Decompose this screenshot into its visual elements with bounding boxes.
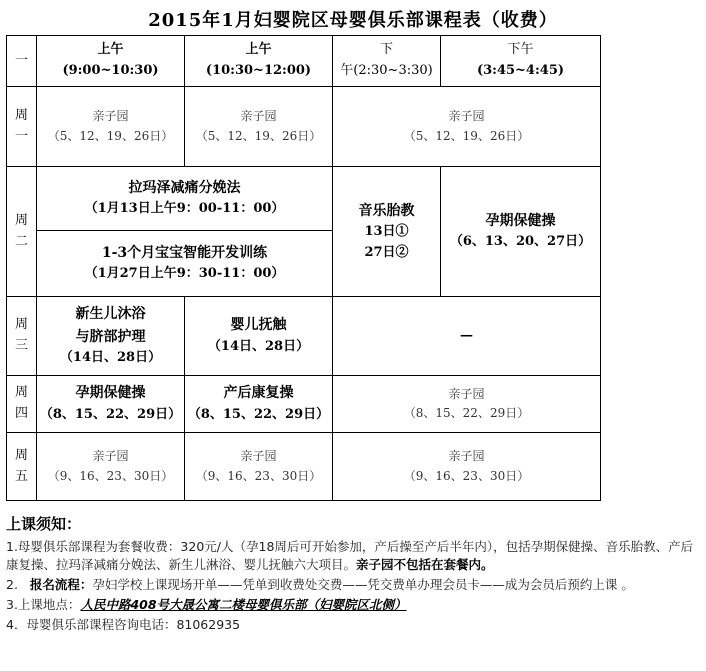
row-monday xyxy=(7,87,601,167)
header-corner: 一 xyxy=(7,36,37,87)
course-dates: （14日、28日） xyxy=(59,349,162,365)
course-dates: （8、15、22、29日） xyxy=(187,406,330,422)
course-dates: （6、13、20、27日） xyxy=(449,234,592,250)
header-label: 上午 xyxy=(245,42,272,58)
course-name: 音乐胎教 xyxy=(358,202,415,219)
cell-fri-1 xyxy=(37,433,185,501)
course-name: 亲子园 xyxy=(240,109,277,124)
header-label: 下午 xyxy=(507,42,534,58)
course-dates: （14日、28日） xyxy=(207,338,310,354)
cell-fri-afternoon xyxy=(333,433,601,501)
day-label-friday xyxy=(7,433,37,501)
course-name: 孕期保健操 xyxy=(485,212,556,229)
course-name: 孕期保健操 xyxy=(75,385,146,402)
day-char: 周 xyxy=(14,212,28,228)
course-dates: （8、15、22、29日） xyxy=(39,406,182,422)
cell-mon-afternoon xyxy=(333,87,601,167)
day-char: 周 xyxy=(14,385,28,401)
cell-thu-1 xyxy=(37,376,185,433)
header-label: 上午 xyxy=(97,42,124,58)
note-1-bold: 亲子园不包括在套餐内。 xyxy=(356,556,494,572)
note-1 xyxy=(6,538,700,574)
course-dates: （9、16、23、30日） xyxy=(195,468,322,483)
cell-fri-2 xyxy=(185,433,333,501)
day-label-tuesday xyxy=(7,167,37,297)
course-date-1: 13日① xyxy=(364,223,409,239)
day-char: 五 xyxy=(14,468,28,484)
course-dates: （9、16、23、30日） xyxy=(403,468,530,483)
note-1-text: 1.母婴俱乐部课程为套餐收费：320元/人（孕18周后可开始参加，产后操至产后半年内），包括孕期保健操、音乐胎教、产后康复操、拉玛泽减痛分娩法、新生儿淋浴、婴儿抚触六大项目。 xyxy=(6,538,694,572)
course-name: 亲子园 xyxy=(92,109,129,124)
course-date-2: 27日② xyxy=(364,244,409,260)
day-char: 二 xyxy=(14,233,28,249)
header-col-afternoon-1 xyxy=(333,36,441,87)
course-name: 亲子园 xyxy=(448,449,485,464)
note-4: 4．母婴俱乐部课程咨询电话：81062935 xyxy=(6,617,241,633)
course-name: 亲子园 xyxy=(240,449,277,464)
day-label-wednesday xyxy=(7,297,37,376)
course-dates: （5、12、19、26日） xyxy=(195,128,322,143)
header-col-afternoon-2 xyxy=(441,36,601,87)
page-title: 2015年1月妇婴院区母婴俱乐部课程表（收费） xyxy=(148,10,558,31)
cell-tue-prenatal-exercise xyxy=(441,167,601,297)
row-thursday xyxy=(7,376,601,433)
day-char: 周 xyxy=(14,107,28,123)
row-friday xyxy=(7,433,601,501)
day-char: 周 xyxy=(14,317,28,333)
day-label-monday xyxy=(7,87,37,167)
header-row xyxy=(7,36,601,87)
day-char: 三 xyxy=(14,338,28,353)
cell-tue-infant-training xyxy=(37,231,333,297)
cell-wed-2 xyxy=(185,297,333,376)
course-name: 亲子园 xyxy=(448,386,485,401)
cell-tue-music xyxy=(333,167,441,297)
cell-wed-afternoon: — xyxy=(333,297,601,376)
header-col-morning-2 xyxy=(185,36,333,87)
course-dates: （5、12、19、26日） xyxy=(47,128,174,143)
course-name: 亲子园 xyxy=(448,109,485,124)
course-dates: （9、16、23、30日） xyxy=(47,468,174,483)
note-2-label: 报名流程： xyxy=(29,577,93,592)
cell-mon-2 xyxy=(185,87,333,167)
note-2-number: 2. xyxy=(6,577,18,592)
course-name: 拉玛泽减痛分娩法 xyxy=(128,179,241,196)
day-char: 一 xyxy=(14,128,28,144)
header-time: 午(2:30~3:30) xyxy=(340,63,433,78)
cell-thu-2 xyxy=(185,376,333,433)
header-col-morning-1 xyxy=(37,36,185,87)
header-time: (3:45~4:45) xyxy=(476,63,565,78)
cell-tue-lamaze xyxy=(37,167,333,231)
day-label-thursday xyxy=(7,376,37,433)
note-3 xyxy=(6,596,700,614)
cell-wed-1 xyxy=(37,297,185,376)
note-2-text: 孕妇学校上课现场开单——凭单到收费处交费——凭交费单办理会员卡——成为会员后预约上课 。 xyxy=(92,577,634,592)
course-dates: （8、15、22、29日） xyxy=(403,406,530,420)
notes-section xyxy=(6,514,700,636)
course-name: 产后康复操 xyxy=(223,385,294,402)
header-label: 下 xyxy=(379,42,393,58)
notes-heading: 上课须知： xyxy=(6,515,82,533)
course-name: 1-3个月宝宝智能开发训练 xyxy=(101,244,268,261)
cell-thu-afternoon xyxy=(333,376,601,433)
day-char: 周 xyxy=(14,447,28,463)
cell-mon-1 xyxy=(37,87,185,167)
course-dates: （1月13日上午9：00-11：00） xyxy=(84,201,285,217)
row-tuesday-a xyxy=(7,167,601,231)
day-char: 四 xyxy=(14,406,28,421)
course-name: 婴儿抚触 xyxy=(230,317,287,334)
course-name: 新生儿沐浴 xyxy=(75,306,146,323)
schedule-table xyxy=(6,35,601,501)
header-time: (10:30~12:00) xyxy=(205,63,312,78)
course-dates: （1月27日上午9：30-11：00） xyxy=(84,266,285,282)
row-wednesday xyxy=(7,297,601,376)
header-time: (9:00~10:30) xyxy=(62,63,159,78)
note-2 xyxy=(6,576,700,594)
course-dates: （5、12、19、26日） xyxy=(403,128,530,143)
course-name: 亲子园 xyxy=(92,449,129,464)
note-3-label: 3.上课地点： xyxy=(6,597,81,613)
course-name: 与脐部护理 xyxy=(75,328,146,345)
note-3-address: 人民中路408号大晟公寓二楼母婴俱乐部（妇婴院区北侧） xyxy=(80,597,407,613)
